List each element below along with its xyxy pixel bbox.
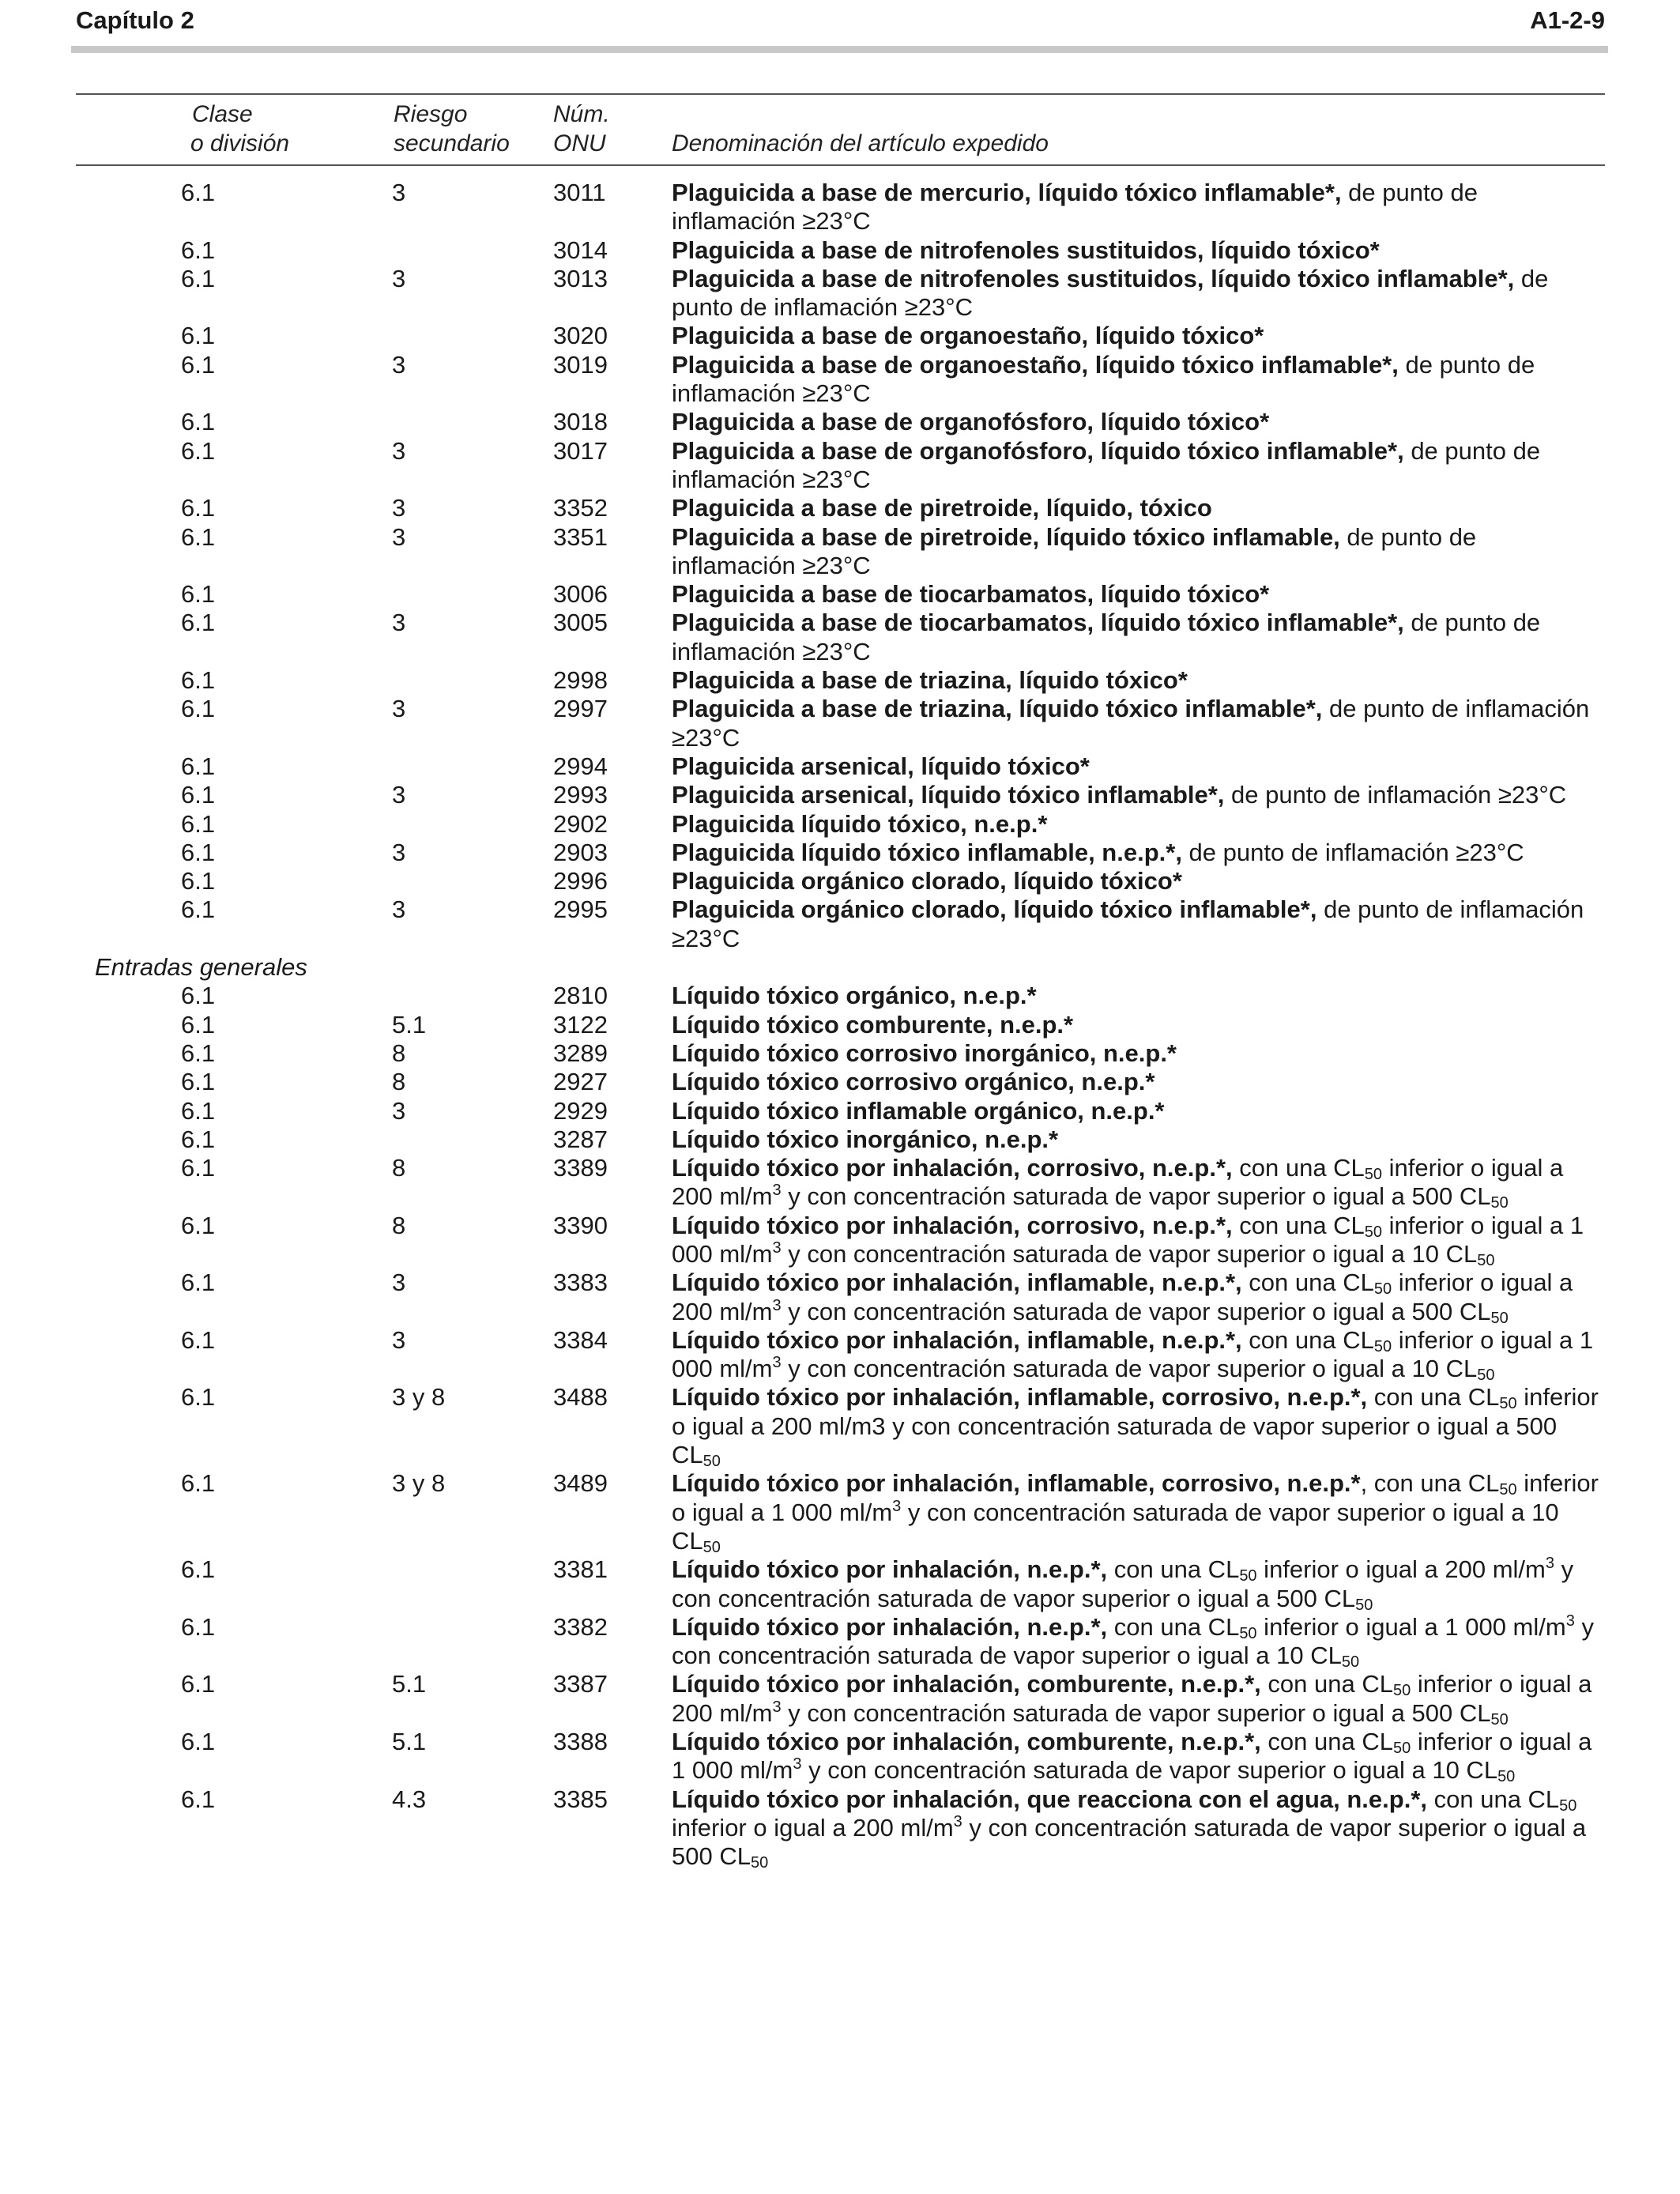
shipping-name-cell (672, 839, 1605, 867)
class-cell: 6.1 (181, 1269, 216, 1297)
shipping-name-detail: de punto de inflamación ≥23°C (672, 895, 1584, 952)
un-number-cell: 3017 (553, 436, 608, 465)
class-cell: 6.1 (181, 1325, 216, 1354)
shipping-name-bold: Líquido tóxico por inhalación, n.e.p.*, (672, 1555, 1108, 1584)
shipping-name-bold: Plaguicida a base de triazina, líquido tóxico inflamable*, (672, 695, 1323, 723)
un-number-cell: 3351 (553, 522, 608, 551)
shipping-name-bold: Plaguicida a base de nitrofenoles sustituidos, líquido tóxico inflamable*, (672, 264, 1515, 292)
shipping-name-bold: Líquido tóxico inflamable orgánico, n.e.p.* (672, 1096, 1165, 1125)
shipping-name-cell (672, 1154, 1605, 1212)
secondary-risk-cell: 3 (392, 609, 406, 637)
shipping-name-detail: con una $CL_{50}$ inferior o igual a 200 $ml/m^3$ y con concentración saturada de vapor superior o igual a 500 $CL_{50}$ (672, 1555, 1574, 1614)
shipping-name-bold: Plaguicida líquido tóxico inflamable, n.e.p.*, (672, 838, 1182, 866)
table-row (76, 408, 1605, 436)
shipping-name-detail: con una $CL_{50}$ inferior o igual a 200 $ml/m^3$ y con concentración saturada de vapor superior o igual a 500 $CL_{50}$ (672, 1154, 1564, 1212)
table-row (76, 895, 1605, 953)
shipping-name-detail: con una $CL_{50}$ inferior o igual a 200 ml/m3 y con concentración saturada de vapor superior o igual a 500 $CL_{50}$ (672, 1383, 1599, 1471)
class-cell: 6.1 (181, 1555, 216, 1584)
shipping-name-bold: Líquido tóxico inorgánico, n.e.p.* (672, 1125, 1059, 1153)
table-row (76, 666, 1605, 695)
un-number-cell: 2998 (553, 666, 608, 695)
shipping-name-cell (672, 781, 1605, 809)
chapter-title: Capítulo 2 (76, 6, 194, 34)
un-number-cell: 3287 (553, 1125, 608, 1153)
dangerous-goods-table (76, 93, 1605, 1872)
class-cell: 6.1 (181, 809, 216, 838)
header-divider (71, 46, 1608, 53)
secondary-risk-cell: 3 (392, 264, 406, 292)
shipping-name-cell (672, 265, 1605, 322)
secondary-risk-cell: 3 (392, 1096, 406, 1125)
un-number-cell: 3013 (553, 264, 608, 292)
table-row (76, 1469, 1605, 1555)
class-cell: 6.1 (181, 1670, 216, 1698)
shipping-name-bold: Líquido tóxico por inhalación, que reacciona con el agua, n.e.p.*, (672, 1785, 1427, 1813)
un-number-cell: 3014 (553, 236, 608, 264)
shipping-name-bold: Plaguicida arsenical, líquido tóxico* (672, 752, 1090, 780)
un-number-cell: 3019 (553, 350, 608, 379)
secondary-risk-cell: 3 (392, 695, 406, 723)
shipping-name-cell (672, 867, 1605, 895)
shipping-name-bold: Plaguicida a base de organoestaño, líquido tóxico inflamable*, (672, 350, 1399, 379)
table-row (76, 322, 1605, 350)
un-number-cell: 3122 (553, 1010, 608, 1039)
shipping-name-bold: Plaguicida a base de tiocarbamatos, líquido tóxico inflamable*, (672, 609, 1404, 637)
un-number-cell: 3389 (553, 1154, 608, 1182)
un-number-cell: 2903 (553, 838, 608, 866)
table-row (76, 1326, 1605, 1384)
shipping-name-cell (672, 609, 1605, 666)
table-row (76, 867, 1605, 895)
class-cell: 6.1 (181, 1039, 216, 1067)
shipping-name-detail: de punto de inflamación ≥23°C (672, 522, 1477, 579)
un-number-cell: 3387 (553, 1670, 608, 1698)
un-number-cell: 2996 (553, 867, 608, 895)
table-row (76, 1097, 1605, 1125)
class-cell: 6.1 (181, 752, 216, 780)
shipping-name-cell (672, 351, 1605, 409)
shipping-name-cell (672, 437, 1605, 495)
un-number-cell: 3489 (553, 1469, 608, 1498)
general-entries (76, 982, 1605, 1871)
table-row (76, 1613, 1605, 1671)
secondary-risk-cell: 4.3 (392, 1785, 427, 1813)
un-number-cell: 3390 (553, 1211, 608, 1239)
shipping-name-cell (672, 1097, 1605, 1125)
col-riesgo-line1: Riesgo (394, 101, 468, 127)
secondary-risk-cell: 3 (392, 1269, 406, 1297)
table-row (76, 1785, 1605, 1872)
shipping-name-bold: Plaguicida a base de mercurio, líquido tóxico inflamable*, (672, 179, 1342, 206)
shipping-name-bold: Líquido tóxico por inhalación, corrosivo, n.e.p.*, (672, 1211, 1233, 1239)
un-number-cell: 2994 (553, 752, 608, 780)
class-cell: 6.1 (181, 1612, 216, 1641)
un-number-cell: 3020 (553, 322, 608, 350)
shipping-name-cell (672, 494, 1605, 522)
un-number-cell: 2993 (553, 781, 608, 809)
table-row (76, 580, 1605, 609)
secondary-risk-cell: 3 (392, 522, 406, 551)
table-row (76, 1011, 1605, 1039)
shipping-name-cell (672, 1125, 1605, 1154)
shipping-name-detail: de punto de inflamación ≥23°C (672, 264, 1549, 322)
secondary-risk-cell: 5.1 (392, 1010, 427, 1039)
un-number-cell: 3385 (553, 1785, 608, 1813)
shipping-name-bold: Plaguicida a base de triazina, líquido tóxico* (672, 666, 1188, 695)
shipping-name-detail: , con una $CL_{50}$ inferior o igual a 1 000 $ml/m^3$ y con concentración saturada de vapor superior o igual a 10 $CL_{50}$ (672, 1469, 1599, 1556)
secondary-risk-cell: 3 (392, 1325, 406, 1354)
secondary-risk-cell: 8 (392, 1039, 406, 1067)
shipping-name-cell (672, 580, 1605, 609)
un-number-cell: 2810 (553, 982, 608, 1010)
table-row (76, 265, 1605, 322)
shipping-name-detail: con una $CL_{50}$ inferior o igual a 200 $ml/m^3$ y con concentración saturada de vapor superior o igual a 500 $CL_{50}$ (672, 1269, 1573, 1327)
shipping-name-bold: Líquido tóxico por inhalación, inflamable, n.e.p.*, (672, 1325, 1242, 1354)
un-number-cell: 3488 (553, 1383, 608, 1412)
class-cell: 6.1 (181, 867, 216, 895)
table-row (76, 839, 1605, 867)
shipping-name-cell (672, 1212, 1605, 1269)
col-num-line1: Núm. (553, 101, 610, 127)
shipping-name-detail: con una $CL_{50}$ inferior o igual a 200 $ml/m^3$ y con concentración saturada de vapor superior o igual a 500 $CL_{50}$ (672, 1785, 1587, 1872)
class-cell: 6.1 (181, 522, 216, 551)
class-cell: 6.1 (181, 436, 216, 465)
shipping-name-bold: Plaguicida arsenical, líquido tóxico inflamable*, (672, 781, 1225, 809)
secondary-risk-cell: 3 (392, 838, 406, 866)
secondary-risk-cell: 8 (392, 1211, 406, 1239)
shipping-name-bold: Líquido tóxico por inhalación, comburente, n.e.p.*, (672, 1670, 1261, 1698)
shipping-name-bold: Plaguicida a base de tiocarbamatos, líquido tóxico* (672, 580, 1270, 609)
table-row (76, 1068, 1605, 1096)
shipping-name-cell (672, 810, 1605, 839)
table-row (76, 437, 1605, 495)
class-cell: 6.1 (181, 1154, 216, 1182)
un-number-cell: 2929 (553, 1096, 608, 1125)
table-row (76, 609, 1605, 666)
shipping-name-bold: Plaguicida a base de organofósforo, líquido tóxico inflamable*, (672, 436, 1404, 465)
shipping-name-bold: Líquido tóxico por inhalación, n.e.p.*, (672, 1612, 1108, 1641)
un-number-cell: 2927 (553, 1068, 608, 1096)
table-row (76, 752, 1605, 781)
table-row (76, 494, 1605, 522)
secondary-risk-cell: 5.1 (392, 1728, 427, 1756)
shipping-name-cell (672, 1326, 1605, 1384)
un-number-cell: 3289 (553, 1039, 608, 1067)
class-cell: 6.1 (181, 236, 216, 264)
un-number-cell: 2902 (553, 809, 608, 838)
table-row (76, 351, 1605, 409)
shipping-name-detail: con una $CL_{50}$ inferior o igual a 1 000 $ml/m^3$ y con concentración saturada de vapor superior o igual a 10 $CL_{50}$ (672, 1612, 1594, 1672)
table-row (76, 1670, 1605, 1728)
shipping-name-cell (672, 666, 1605, 695)
table-row (76, 1383, 1605, 1469)
class-cell: 6.1 (181, 179, 216, 206)
shipping-name-bold: Plaguicida a base de piretroide, líquido, tóxico (672, 494, 1212, 522)
secondary-risk-cell: 3 (392, 781, 406, 809)
un-number-cell: 3381 (553, 1555, 608, 1584)
shipping-name-cell (672, 523, 1605, 581)
shipping-name-bold: Líquido tóxico orgánico, n.e.p.* (672, 982, 1037, 1010)
shipping-name-detail: de punto de inflamación ≥23°C (672, 695, 1590, 752)
secondary-risk-cell: 3 (392, 895, 406, 924)
shipping-name-bold: Plaguicida a base de piretroide, líquido tóxico inflamable, (672, 522, 1340, 551)
table-row (76, 1269, 1605, 1326)
col-denominacion: Denominación del artículo expedido (672, 130, 1049, 156)
secondary-risk-cell: 3 (392, 350, 406, 379)
class-cell: 6.1 (181, 408, 216, 436)
class-cell: 6.1 (181, 494, 216, 522)
shipping-name-cell (672, 895, 1605, 953)
secondary-risk-cell: 3 y 8 (392, 1383, 446, 1412)
shipping-name-bold: Plaguicida a base de organoestaño, líquido tóxico* (672, 322, 1264, 350)
class-cell: 6.1 (181, 666, 216, 695)
shipping-name-bold: Plaguicida líquido tóxico, n.e.p.* (672, 809, 1048, 838)
shipping-name-bold: Líquido tóxico corrosivo inorgánico, n.e.p.* (672, 1039, 1177, 1067)
un-number-cell: 3352 (553, 494, 608, 522)
shipping-name-bold: Líquido tóxico por inhalación, inflamable, corrosivo, n.e.p.*, (672, 1383, 1368, 1412)
shipping-name-cell (672, 982, 1605, 1010)
un-number-cell: 3382 (553, 1612, 608, 1641)
shipping-name-detail: con una $CL_{50}$ inferior o igual a 1 000 $ml/m^3$ y con concentración saturada de vapor superior o igual a 10 $CL_{50}$ (672, 1728, 1592, 1786)
secondary-risk-cell: 3 (392, 179, 406, 206)
table-row (76, 1125, 1605, 1154)
un-number-cell: 3384 (553, 1325, 608, 1354)
shipping-name-bold: Plaguicida a base de nitrofenoles sustituidos, líquido tóxico* (672, 236, 1380, 264)
shipping-name-cell (672, 695, 1605, 752)
class-cell: 6.1 (181, 1785, 216, 1813)
col-num-line2: ONU (553, 130, 606, 156)
col-riesgo-line2: secundario (394, 130, 510, 156)
shipping-name-bold: Líquido tóxico por inhalación, corrosivo, n.e.p.*, (672, 1154, 1233, 1182)
shipping-name-cell (672, 408, 1605, 436)
page-number: A1-2-9 (1530, 6, 1605, 34)
class-cell: 6.1 (181, 895, 216, 924)
un-number-cell: 3018 (553, 408, 608, 436)
table-row (76, 1728, 1605, 1785)
class-cell: 6.1 (181, 1096, 216, 1125)
shipping-name-cell (672, 1068, 1605, 1096)
shipping-name-cell (672, 236, 1605, 265)
un-number-cell: 3006 (553, 580, 608, 609)
shipping-name-cell (672, 1269, 1605, 1326)
class-cell: 6.1 (181, 838, 216, 866)
table-row (76, 781, 1605, 809)
shipping-name-detail: con una $CL_{50}$ inferior o igual a 200 $ml/m^3$ y con concentración saturada de vapor superior o igual a 500 $CL_{50}$ (672, 1670, 1592, 1728)
shipping-name-cell (672, 752, 1605, 781)
secondary-risk-cell: 3 (392, 494, 406, 522)
table-body (76, 166, 1605, 1872)
table-row (76, 1154, 1605, 1212)
shipping-name-bold: Líquido tóxico por inhalación, inflamable, corrosivo, n.e.p.* (672, 1469, 1361, 1498)
pesticide-entries (76, 179, 1605, 953)
shipping-name-cell (672, 1613, 1605, 1671)
secondary-risk-cell: 3 y 8 (392, 1469, 446, 1498)
table-row (76, 1212, 1605, 1269)
class-cell: 6.1 (181, 695, 216, 723)
shipping-name-cell (672, 1728, 1605, 1785)
shipping-name-detail: de punto de inflamación ≥23°C (1181, 838, 1524, 866)
shipping-name-cell (672, 179, 1605, 236)
shipping-name-cell (672, 1785, 1605, 1872)
class-cell: 6.1 (181, 982, 216, 1010)
table-row (76, 236, 1605, 265)
table-row (76, 1039, 1605, 1068)
shipping-name-cell (672, 1555, 1605, 1613)
shipping-name-cell (672, 322, 1605, 350)
class-cell: 6.1 (181, 322, 216, 350)
class-cell: 6.1 (181, 1068, 216, 1096)
page-header (76, 6, 1605, 41)
class-cell: 6.1 (181, 1469, 216, 1498)
table-row (76, 1555, 1605, 1613)
shipping-name-bold: Plaguicida a base de organofósforo, líquido tóxico* (672, 408, 1270, 436)
shipping-name-bold: Líquido tóxico por inhalación, inflamable, n.e.p.*, (672, 1269, 1242, 1297)
un-number-cell: 3388 (553, 1728, 608, 1756)
un-number-cell: 3005 (553, 609, 608, 637)
class-cell: 6.1 (181, 350, 216, 379)
section-label-general: Entradas generales (95, 953, 307, 982)
class-cell: 6.1 (181, 781, 216, 809)
class-cell: 6.1 (181, 264, 216, 292)
shipping-name-detail: con una $CL_{50}$ inferior o igual a 1 000 $ml/m^3$ y con concentración saturada de vapor superior o igual a 10 $CL_{50}$ (672, 1211, 1584, 1269)
shipping-name-detail: de punto de inflamación ≥23°C (672, 350, 1535, 408)
shipping-name-detail: de punto de inflamación ≥23°C (672, 436, 1541, 493)
table-row (76, 523, 1605, 581)
secondary-risk-cell: 5.1 (392, 1670, 427, 1698)
shipping-name-detail: de punto de inflamación ≥23°C (672, 179, 1478, 236)
class-cell: 6.1 (181, 1010, 216, 1039)
column-headers (76, 95, 1605, 164)
table-row (76, 982, 1605, 1010)
class-cell: 6.1 (181, 580, 216, 609)
shipping-name-bold: Plaguicida orgánico clorado, líquido tóxico inflamable*, (672, 895, 1317, 924)
class-cell: 6.1 (181, 1383, 216, 1412)
class-cell: 6.1 (181, 609, 216, 637)
table-row (76, 810, 1605, 839)
shipping-name-bold: Líquido tóxico corrosivo orgánico, n.e.p.* (672, 1068, 1155, 1096)
shipping-name-cell (672, 1039, 1605, 1068)
secondary-risk-cell: 8 (392, 1068, 406, 1096)
table-row (76, 695, 1605, 752)
un-number-cell: 2995 (553, 895, 608, 924)
un-number-cell: 3383 (553, 1269, 608, 1297)
col-clase-line2: o división (190, 130, 290, 156)
shipping-name-detail: de punto de inflamación ≥23°C (672, 609, 1541, 665)
table-row (76, 179, 1605, 236)
shipping-name-bold: Líquido tóxico por inhalación, comburente, n.e.p.*, (672, 1728, 1261, 1756)
shipping-name-bold: Líquido tóxico comburente, n.e.p.* (672, 1010, 1074, 1039)
class-cell: 6.1 (181, 1728, 216, 1756)
shipping-name-cell (672, 1469, 1605, 1555)
shipping-name-cell (672, 1383, 1605, 1469)
shipping-name-cell (672, 1670, 1605, 1728)
shipping-name-detail: de punto de inflamación ≥23°C (1224, 781, 1567, 809)
un-number-cell: 3011 (553, 179, 606, 206)
un-number-cell: 2997 (553, 695, 608, 723)
shipping-name-detail: con una $CL_{50}$ inferior o igual a 1 000 $ml/m^3$ y con concentración saturada de vapor superior o igual a 10 $CL_{50}$ (672, 1325, 1594, 1385)
shipping-name-cell (672, 1011, 1605, 1039)
class-cell: 6.1 (181, 1211, 216, 1239)
secondary-risk-cell: 8 (392, 1154, 406, 1182)
shipping-name-bold: Plaguicida orgánico clorado, líquido tóxico* (672, 867, 1182, 895)
secondary-risk-cell: 3 (392, 436, 406, 465)
col-clase-line1: Clase (192, 101, 253, 127)
class-cell: 6.1 (181, 1125, 216, 1153)
